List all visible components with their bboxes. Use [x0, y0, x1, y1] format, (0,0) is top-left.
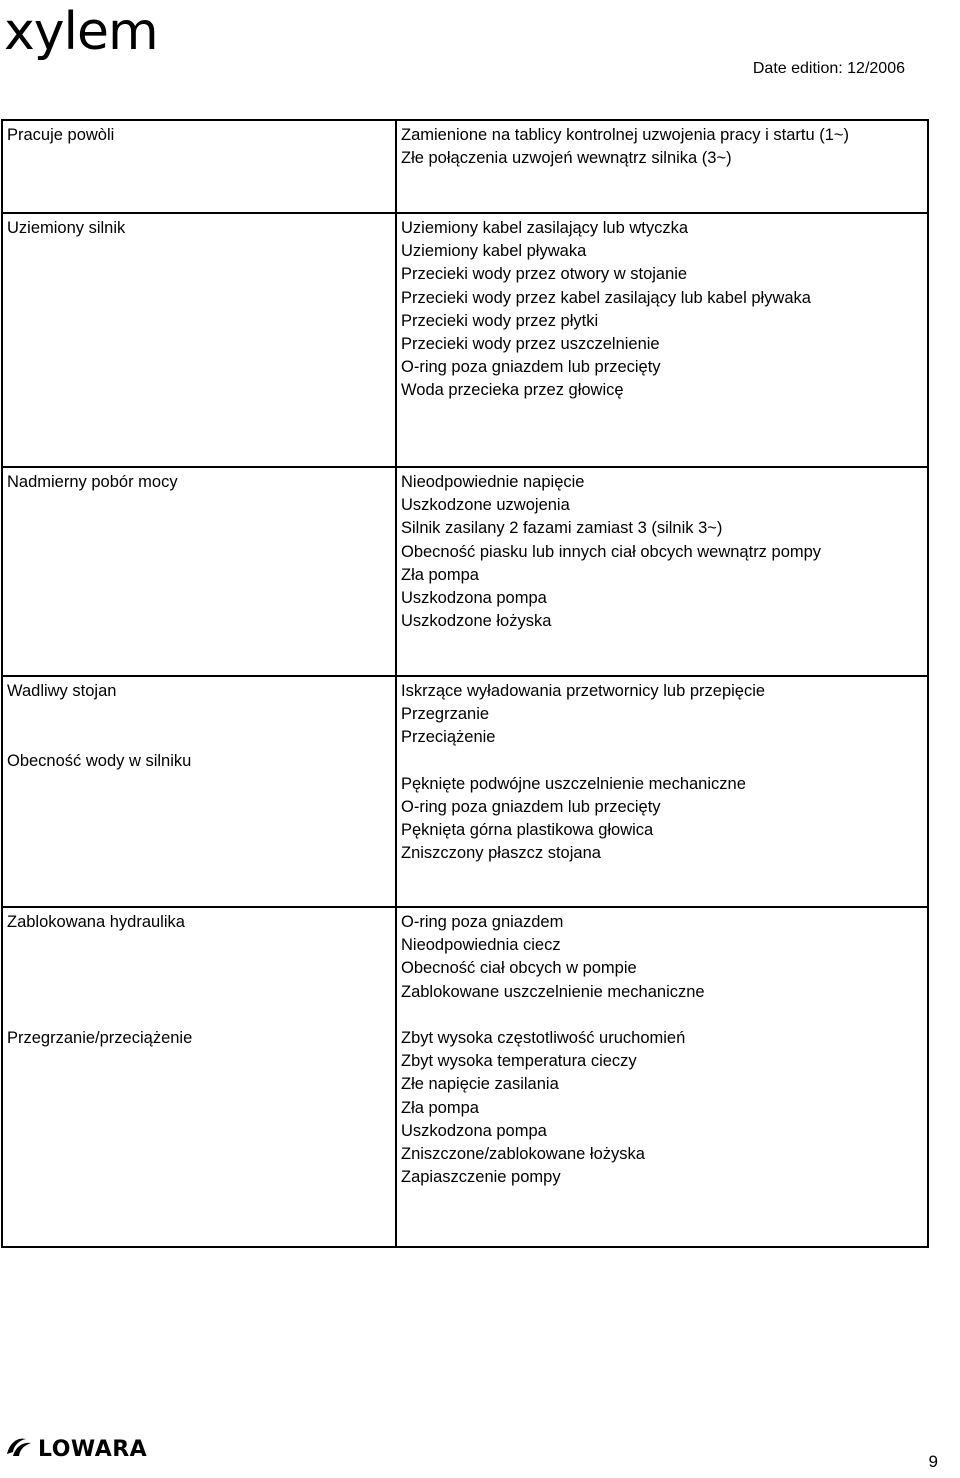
- symptom-cell: [2, 467, 396, 676]
- spacer: [7, 934, 395, 957]
- spacer: [7, 957, 395, 980]
- cause-cell: [396, 676, 928, 907]
- cause-line: Zniszczony płaszcz stojana: [401, 844, 601, 863]
- cause-line: Przegrzanie: [401, 705, 490, 724]
- lowara-swirl-icon: [4, 1434, 34, 1465]
- date-edition: Date edition: 12/2006: [752, 60, 905, 77]
- symptom-cell: [2, 907, 396, 1247]
- cause-line: Uszkodzona pompa: [401, 1121, 547, 1140]
- spacer: [7, 981, 395, 1004]
- symptom-cell: [2, 213, 396, 467]
- cause-line: Zła pompa: [401, 565, 479, 584]
- cause-line: O-ring poza gniazdem lub przecięty: [401, 798, 661, 816]
- cause-line: Uszkodzona pompa: [401, 589, 547, 608]
- spacer: [401, 750, 927, 773]
- cause-line: Przecieki wody przez otwory w stojanie: [401, 265, 688, 284]
- cause-line: Zniszczone/zablokowane łożyska: [401, 1145, 645, 1164]
- spacer: [7, 726, 395, 749]
- cause-line: Pęknięte podwójne uszczelnienie mechaniczne: [401, 774, 746, 793]
- cause-cell: [396, 213, 928, 467]
- cause-line: Zablokowane uszczelnienie mechaniczne: [401, 982, 705, 1001]
- cause-line: O-ring poza gniazdem lub przecięty: [401, 358, 661, 377]
- table-row: [2, 676, 928, 907]
- table-row: [2, 907, 928, 1247]
- cause-line: Woda przecieka przez głowicę: [401, 381, 624, 400]
- cause-line: Przeciążenie: [401, 728, 496, 747]
- xylem-logo: xylem: [4, 2, 158, 62]
- cause-line: Złe napięcie zasilania: [401, 1075, 559, 1094]
- symptom-text: Wadliwy stojan: [7, 682, 117, 700]
- cause-line: Silnik zasilany 2 fazami zamiast 3 (silnik 3~): [401, 519, 723, 538]
- cause-line: Pęknięta górna plastikowa głowica: [401, 821, 654, 840]
- cause-line: Zła pompa: [401, 1098, 479, 1117]
- cause-line: Przecieki wody przez płytki: [401, 311, 599, 330]
- cause-line: Zbyt wysoka temperatura cieczy: [401, 1052, 637, 1071]
- cause-cell: [396, 907, 928, 1247]
- cause-line: Przecieki wody przez kabel zasilający lub kabel pływaka: [401, 288, 811, 307]
- spacer: [7, 1004, 395, 1027]
- cause-line: Nieodpowiednie napięcie: [401, 473, 585, 491]
- spacer: [401, 1004, 927, 1027]
- cause-cell: [396, 120, 928, 213]
- cause-line: Zbyt wysoka częstotliwość uruchomień: [401, 1029, 686, 1047]
- cause-line: Uszkodzone uzwojenia: [401, 496, 570, 515]
- cause-line: Uszkodzone łożyska: [401, 612, 552, 631]
- cause-line: Iskrzące wyładowania przetwornicy lub przepięcie: [401, 682, 766, 700]
- symptom-cell: [2, 120, 396, 213]
- symptom-text: Zablokowana hydraulika: [7, 913, 185, 931]
- symptom-text: Nadmierny pobór mocy: [7, 473, 178, 491]
- lowara-wordmark: LOWARA: [38, 1437, 148, 1462]
- table-row: [2, 213, 928, 467]
- cause-cell: [396, 467, 928, 676]
- table-row: [2, 467, 928, 676]
- symptom-cell: [2, 676, 396, 907]
- symptom-text: Uziemiony silnik: [7, 219, 126, 237]
- cause-line: Uziemiony kabel zasilający lub wtyczka: [401, 219, 689, 237]
- symptom-text: Pracuje powòli: [7, 126, 115, 144]
- troubleshooting-table: [1, 119, 929, 1248]
- lowara-logo: [4, 1434, 147, 1465]
- symptom-text: Obecność wody w silniku: [7, 751, 192, 770]
- cause-line: Zamienione na tablicy kontrolnej uzwojenia pracy i startu (1~): [401, 126, 850, 144]
- cause-line: Przecieki wody przez uszczelnienie: [401, 335, 660, 354]
- cause-line: Obecność piasku lub innych ciał obcych wewnątrz pompy: [401, 542, 822, 561]
- cause-line: Nieodpowiednia ciecz: [401, 936, 561, 955]
- cause-line: Zapiaszczenie pompy: [401, 1168, 561, 1187]
- cause-line: Uziemiony kabel pływaka: [401, 242, 587, 261]
- table-row: [2, 120, 928, 213]
- cause-line: Obecność ciał obcych w pompie: [401, 959, 637, 978]
- cause-line: O-ring poza gniazdem: [401, 913, 564, 931]
- spacer: [7, 703, 395, 726]
- symptom-text: Przegrzanie/przeciążenie: [7, 1028, 193, 1047]
- cause-line: Złe połączenia uzwojeń wewnątrz silnika (3~): [401, 149, 732, 168]
- page-number: 9: [928, 1452, 938, 1471]
